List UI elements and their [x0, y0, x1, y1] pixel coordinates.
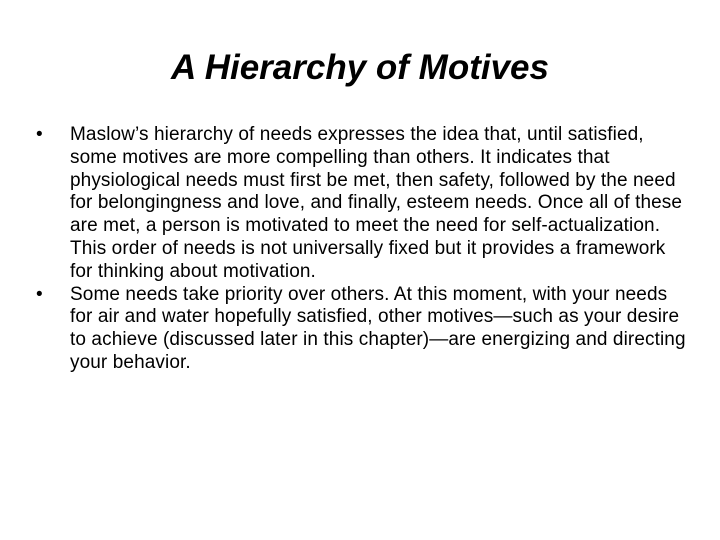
bullet-icon: • [36, 283, 43, 305]
bullet-text-1: Maslow’s hierarchy of needs expresses the idea that, until satisfied, some motives are more compelling than others. It indicates that physiological needs must first be met, then safety, followed by the need for belongingness and love, and finally, esteem needs. Once all of these are met, a person is motivated to meet the need for self-actualization. This order of needs is not universally fixed but it provides a framework for thinking about motivation. [70, 124, 683, 282]
bullet-item-1 [36, 124, 688, 284]
slide-title: A Hierarchy of Motives [171, 48, 549, 87]
bullet-text-2: Some needs take priority over others. At this moment, with your needs for air and water hopefully satisfied, other motives—such as your desire to achieve (discussed later in this chapter)—are energizing and directing your behavior. [70, 283, 686, 373]
bullet-list [36, 124, 688, 375]
bullet-item-2 [36, 284, 688, 375]
bullet-icon: • [36, 124, 43, 145]
